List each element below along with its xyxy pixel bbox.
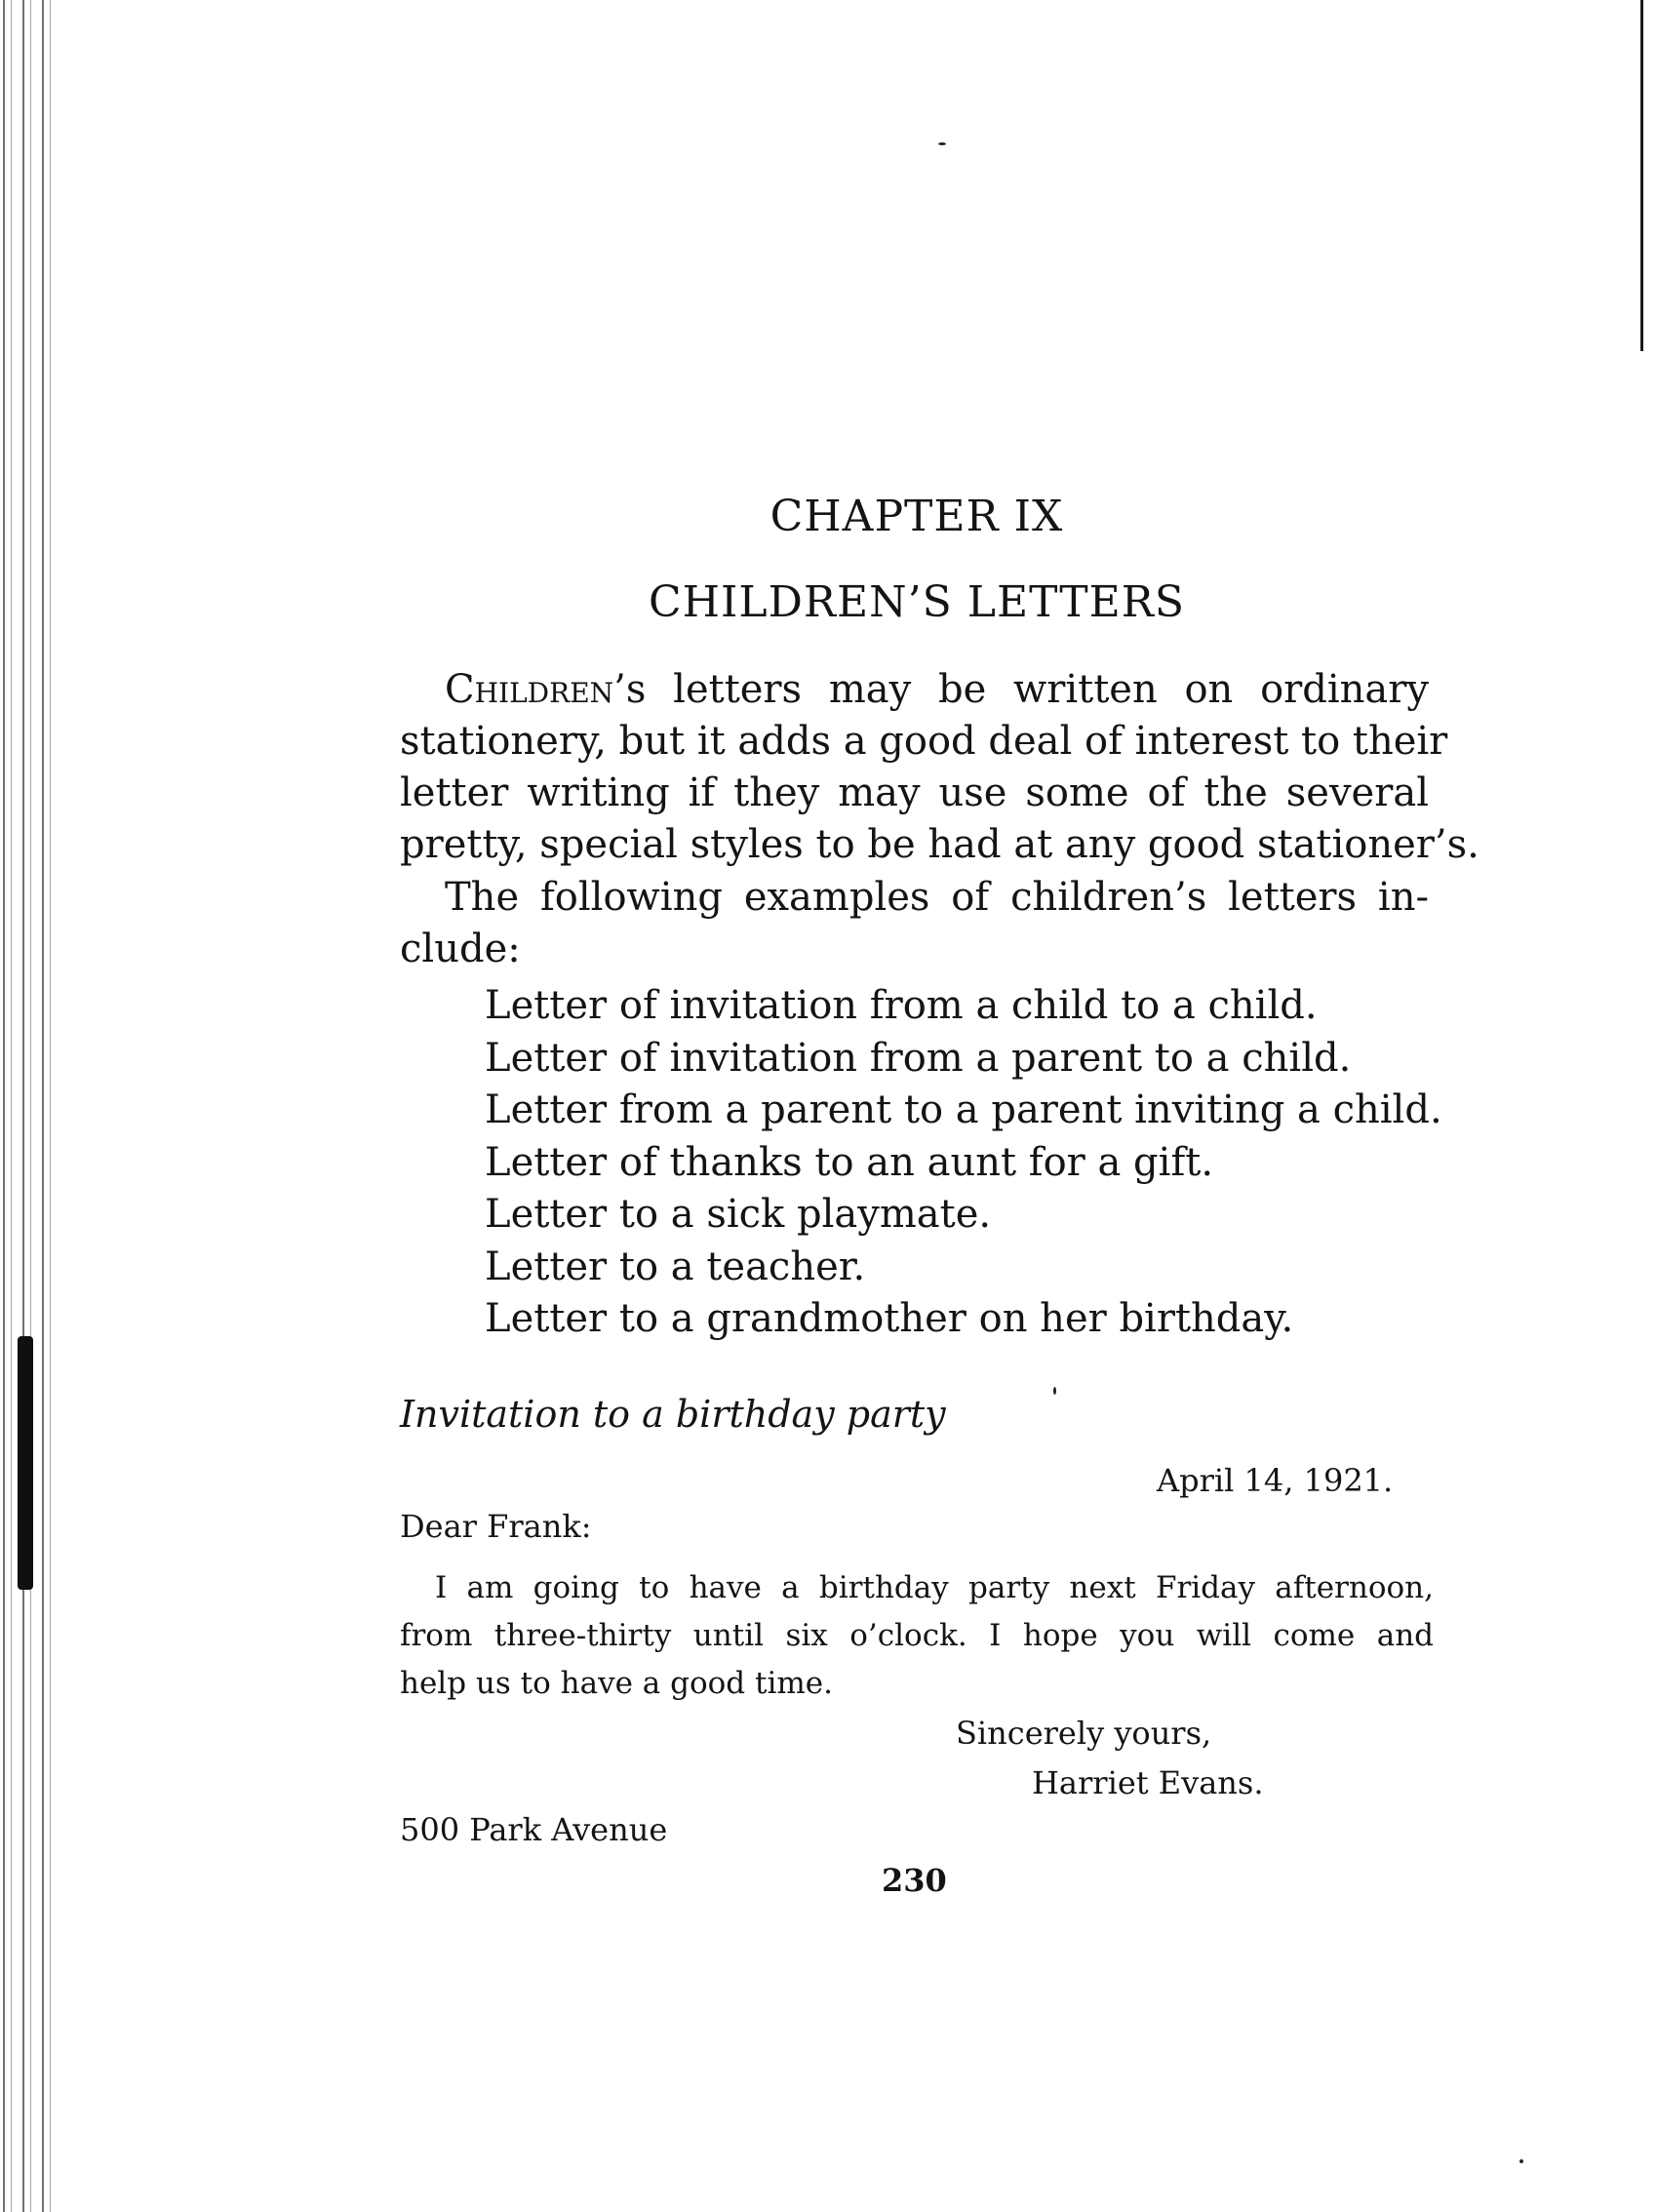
letter-date: April 14, 1921.	[1157, 1462, 1394, 1499]
page-right-edge	[1640, 0, 1643, 351]
example-item: Letter of invitation from a child to a child.	[485, 983, 1318, 1028]
example-item: Letter to a sick playmate.	[485, 1192, 992, 1237]
scan-speck	[938, 142, 946, 145]
intro-paragraph	[400, 664, 1479, 871]
chapter-title: CHILDREN’S LETTERS	[648, 577, 1186, 627]
example-item: Letter from a parent to a parent inviting a child.	[485, 1087, 1442, 1132]
letter-address: 500 Park Avenue	[400, 1811, 668, 1848]
scan-speck	[1053, 1387, 1056, 1395]
intro-lead-word: Children	[445, 667, 614, 712]
letter-body-line: help us to have a good time.	[400, 1666, 833, 1701]
chapter-number: CHAPTER IX	[769, 492, 1064, 541]
page-number: 230	[882, 1862, 947, 1899]
intro-line: stationery, but it adds a good deal of interest to their	[400, 719, 1448, 764]
letter-body-line: I am going to have a birthday party next Friday afternoon,	[435, 1570, 1434, 1605]
intro-line: letter writing if they may use some of the several	[400, 770, 1429, 815]
examples-intro-line: The following examples of children’s letters in-	[445, 875, 1429, 920]
example-item: Letter to a teacher.	[485, 1244, 866, 1289]
intro-line: pretty, special styles to be had at any good stationer’s.	[400, 822, 1479, 867]
examples-intro-line: clude:	[400, 927, 521, 971]
letter-signature: Harriet Evans.	[1032, 1764, 1264, 1801]
letter-body-line: from three-thirty until six o’clock. I hope you will come and	[400, 1618, 1434, 1653]
example-item: Letter of invitation from a parent to a child.	[485, 1035, 1352, 1081]
example-item: Letter to a grandmother on her birthday.	[485, 1296, 1294, 1341]
letter-body	[400, 1564, 1434, 1708]
examples-intro-paragraph	[400, 872, 1429, 975]
scan-speck	[1519, 2159, 1523, 2163]
binding-shadow	[18, 1336, 33, 1590]
letter-salutation: Dear Frank:	[400, 1508, 592, 1545]
example-item: Letter of thanks to an aunt for a gift.	[485, 1139, 1214, 1185]
intro-line: Children’s letters may be written on ordinary	[445, 667, 1429, 712]
examples-list	[485, 980, 1442, 1346]
letter-closing: Sincerely yours,	[956, 1715, 1212, 1752]
letter-heading: Invitation to a birthday party	[400, 1393, 946, 1436]
page-binding-edge	[0, 0, 55, 2212]
